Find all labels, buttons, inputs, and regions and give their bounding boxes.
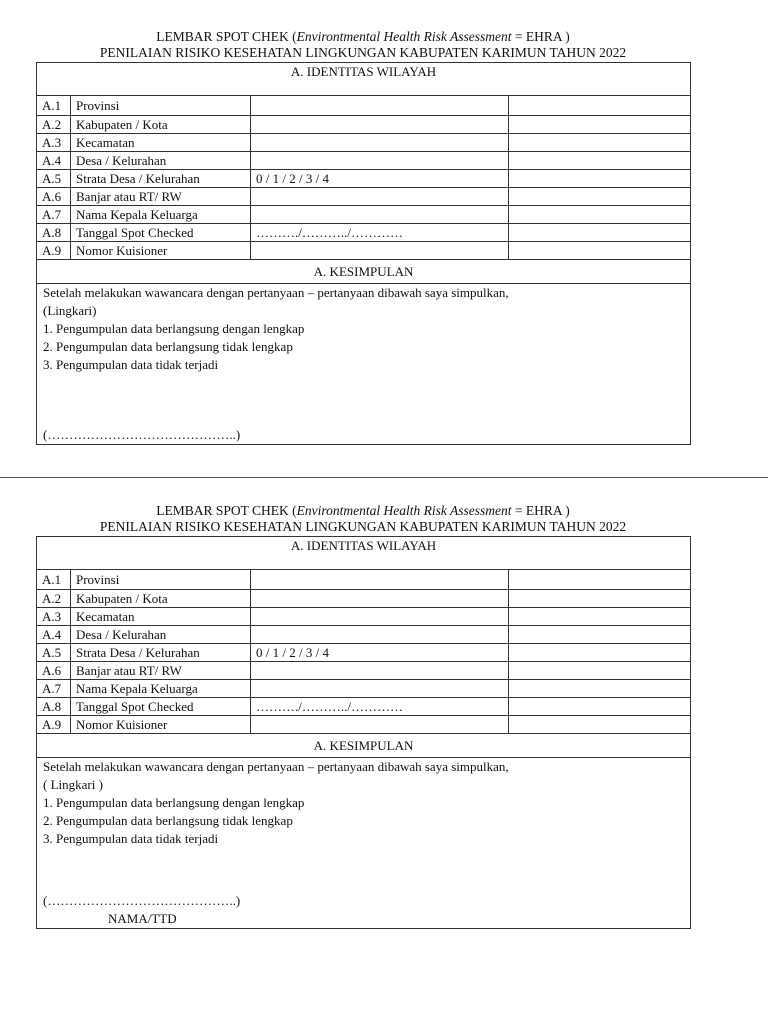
row-value-field[interactable] [251,590,509,608]
row-label: Nomor Kuisioner [71,242,251,260]
identity-table [36,62,691,445]
option-1[interactable]: 1. Pengumpulan data berlangsung dengan lengkap [43,321,305,336]
signature-line[interactable]: (……………………………………..) [43,427,241,442]
title-suffix: = EHRA ) [511,503,570,518]
table-row [37,170,691,188]
row-extra-field[interactable] [509,188,691,206]
row-extra-field[interactable] [509,680,691,698]
row-label: Kabupaten / Kota [71,590,251,608]
row-extra-field[interactable] [509,242,691,260]
signature-line[interactable]: (……………………………………..) [43,893,241,908]
table-row [37,626,691,644]
row-value-field[interactable] [251,716,509,734]
row-extra-field[interactable] [509,116,691,134]
option-3[interactable]: 3. Pengumpulan data tidak terjadi [43,831,219,846]
row-label: Nama Kepala Keluarga [71,206,251,224]
row-value-field[interactable] [251,116,509,134]
row-number: A.7 [37,206,71,224]
title-line2: PENILAIAN RISIKO KESEHATAN LINGKUNGAN KABUPATEN KARIMUN TAHUN 2022 [99,45,627,60]
row-number: A.3 [37,608,71,626]
title-suffix: = EHRA ) [511,29,570,44]
table-row [37,716,691,734]
row-label: Kecamatan [71,134,251,152]
table-row [37,206,691,224]
row-number: A.8 [37,698,71,716]
kesimpulan-header: A. KESIMPULAN [37,260,691,284]
table-row [37,96,691,116]
row-extra-field[interactable] [509,570,691,590]
row-extra-field[interactable] [509,590,691,608]
row-number: A.1 [37,96,71,116]
spot-check-form-1 [36,28,690,445]
row-value-field[interactable]: 0 / 1 / 2 / 3 / 4 [251,170,509,188]
row-extra-field[interactable] [509,170,691,188]
title-line2: PENILAIAN RISIKO KESEHATAN LINGKUNGAN KABUPATEN KARIMUN TAHUN 2022 [99,519,627,534]
table-row [37,662,691,680]
row-value-field[interactable]: ………./………../………… [251,224,509,242]
row-extra-field[interactable] [509,134,691,152]
row-extra-field[interactable] [509,698,691,716]
row-value-field[interactable] [251,134,509,152]
row-value-field[interactable] [251,680,509,698]
table-row [37,680,691,698]
table-row [37,698,691,716]
row-value-field[interactable] [251,242,509,260]
row-label: Provinsi [71,570,251,590]
row-label: Tanggal Spot Checked [71,698,251,716]
row-label: Tanggal Spot Checked [71,224,251,242]
row-number: A.7 [37,680,71,698]
spot-check-form-2 [36,502,690,929]
kesimpulan-body [37,284,691,445]
row-value-field[interactable] [251,152,509,170]
nama-ttd-label: NAMA/TTD [108,911,177,926]
row-label: Desa / Kelurahan [71,626,251,644]
row-label: Strata Desa / Kelurahan [71,644,251,662]
section-a-header: A. IDENTITAS WILAYAH [37,537,691,570]
row-number: A.2 [37,590,71,608]
row-value-field[interactable] [251,206,509,224]
table-row [37,224,691,242]
row-value-field[interactable]: 0 / 1 / 2 / 3 / 4 [251,644,509,662]
kesimpulan-intro: Setelah melakukan wawancara dengan pertanyaan – pertanyaan dibawah saya simpulkan, [43,759,509,774]
row-number: A.6 [37,188,71,206]
row-number: A.5 [37,170,71,188]
section-a-header: A. IDENTITAS WILAYAH [37,63,691,96]
row-extra-field[interactable] [509,206,691,224]
lingkari-instruction: (Lingkari) [43,303,97,318]
row-label: Banjar atau RT/ RW [71,188,251,206]
page-divider [0,477,768,478]
row-label: Strata Desa / Kelurahan [71,170,251,188]
row-extra-field[interactable] [509,152,691,170]
row-label: Nama Kepala Keluarga [71,680,251,698]
row-label: Provinsi [71,96,251,116]
row-value-field[interactable] [251,96,509,116]
table-row [37,242,691,260]
option-2[interactable]: 2. Pengumpulan data berlangsung tidak lengkap [43,339,293,354]
lingkari-instruction: ( Lingkari ) [43,777,103,792]
form-title [36,28,690,62]
row-extra-field[interactable] [509,96,691,116]
kesimpulan-header: A. KESIMPULAN [37,734,691,758]
table-row [37,134,691,152]
form-title [36,502,690,536]
title-prefix: LEMBAR SPOT CHEK ( [156,29,297,44]
row-number: A.8 [37,224,71,242]
table-row [37,152,691,170]
row-value-field[interactable] [251,608,509,626]
row-extra-field[interactable] [509,662,691,680]
identity-table [36,536,691,929]
row-extra-field[interactable] [509,626,691,644]
title-prefix: LEMBAR SPOT CHEK ( [156,503,297,518]
row-extra-field[interactable] [509,608,691,626]
row-label: Desa / Kelurahan [71,152,251,170]
table-row [37,644,691,662]
kesimpulan-intro: Setelah melakukan wawancara dengan pertanyaan – pertanyaan dibawah saya simpulkan, [43,285,509,300]
row-number: A.5 [37,644,71,662]
row-value-field[interactable] [251,188,509,206]
row-extra-field[interactable] [509,644,691,662]
kesimpulan-body [37,758,691,929]
row-number: A.4 [37,152,71,170]
row-number: A.9 [37,242,71,260]
table-row [37,188,691,206]
row-value-field[interactable] [251,626,509,644]
option-2[interactable]: 2. Pengumpulan data berlangsung tidak lengkap [43,813,293,828]
table-row [37,590,691,608]
row-value-field[interactable]: ………./………../………… [251,698,509,716]
table-row [37,116,691,134]
table-row [37,570,691,590]
row-number: A.2 [37,116,71,134]
row-label: Kecamatan [71,608,251,626]
title-italic: Environtmental Health Risk Assessment [296,503,512,518]
row-number: A.6 [37,662,71,680]
row-number: A.9 [37,716,71,734]
row-value-field[interactable] [251,662,509,680]
row-number: A.1 [37,570,71,590]
row-label: Banjar atau RT/ RW [71,662,251,680]
row-value-field[interactable] [251,570,509,590]
option-3[interactable]: 3. Pengumpulan data tidak terjadi [43,357,219,372]
table-row [37,608,691,626]
row-number: A.3 [37,134,71,152]
title-italic: Environtmental Health Risk Assessment [296,29,512,44]
row-label: Nomor Kuisioner [71,716,251,734]
row-extra-field[interactable] [509,716,691,734]
option-1[interactable]: 1. Pengumpulan data berlangsung dengan lengkap [43,795,305,810]
row-number: A.4 [37,626,71,644]
row-extra-field[interactable] [509,224,691,242]
row-label: Kabupaten / Kota [71,116,251,134]
